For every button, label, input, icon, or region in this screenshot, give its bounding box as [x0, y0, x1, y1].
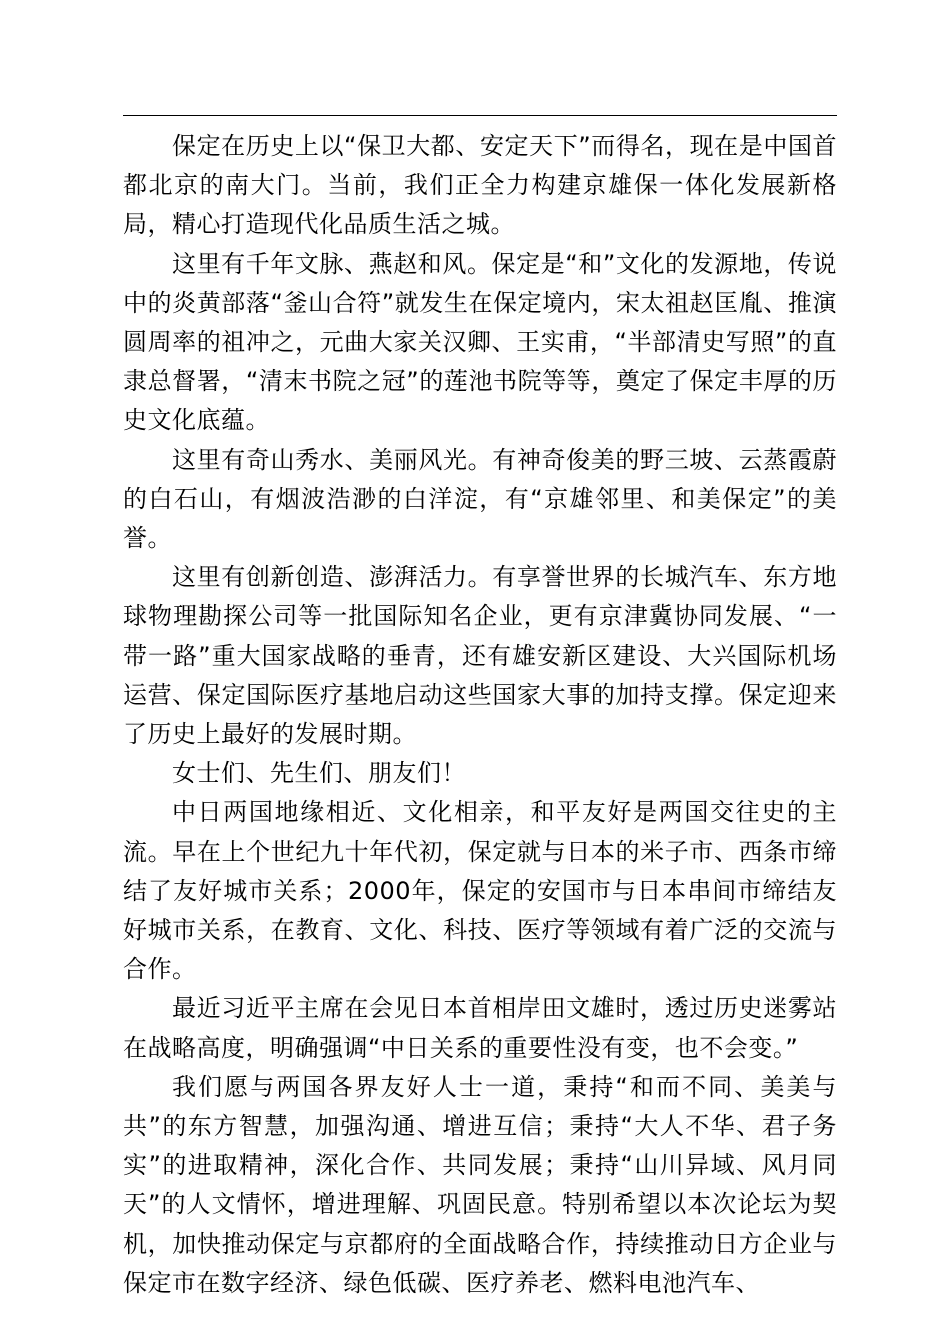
paragraph-8: 我们愿与两国各界友好人士一道，秉持“和而不同、美美与共”的东方智慧，加强沟通、增进互信；秉持“大人不华、君子务实”的进取精神，深化合作、共同发展；秉持“山川异域、风月同天”的人文情怀，增进理解、巩固民意。特别希望以本次论坛为契机，加快推动保定与京都府的全面战略合作，持续推动日方企业与保定市在数字经济、绿色低碳、医疗养老、燃料电池汽车、 — [123, 1072, 837, 1297]
paragraph-1: 保定在历史上以“保卫大都、安定天下”而得名，现在是中国首都北京的南大门。当前，我们正全力构建京雄保一体化发展新格局，精心打造现代化品质生活之城。 — [123, 132, 837, 239]
paragraph-2: 这里有千年文脉、燕赵和风。保定是“和”文化的发源地，传说中的炎黄部落“釜山合符”就发生在保定境内，宋太祖赵匡胤、推演圆周率的祖冲之，元曲大家关汉卿、王实甫，“半部清史写照”的直隶总督署，“清末书院之冠”的莲池书院等等，奠定了保定丰厚的历史文化底蕴。 — [123, 249, 837, 435]
paragraph-4: 这里有创新创造、澎湃活力。有享誉世界的长城汽车、东方地球物理勘探公司等一批国际知名企业，更有京津冀协同发展、“一带一路”重大国家战略的垂青，还有雄安新区建设、大兴国际机场运营、保定国际医疗基地启动这些国家大事的加持支撑。保定迎来了历史上最好的发展时期。 — [123, 563, 837, 749]
header-rule — [123, 115, 837, 116]
document-body — [123, 127, 837, 1303]
paragraph-7: 最近习近平主席在会见日本首相岸田文雄时，透过历史迷雾站在战略高度，明确强调“中日关系的重要性没有变，也不会变。” — [123, 994, 837, 1062]
paragraph-6: 中日两国地缘相近、文化相亲，和平友好是两国交往史的主流。早在上个世纪九十年代初，保定就与日本的米子市、西条市缔结了友好城市关系；2000年，保定的安国市与日本串间市缔结友好城市关系，在教育、文化、科技、医疗等领域有着广泛的交流与合作。 — [123, 798, 837, 984]
paragraph-5: 女士们、先生们、朋友们！ — [172, 759, 466, 788]
paragraph-3: 这里有奇山秀水、美丽风光。有神奇俊美的野三坡、云蒸霞蔚的白石山，有烟波浩渺的白洋淀，有“京雄邻里、和美保定”的美誉。 — [123, 445, 837, 553]
